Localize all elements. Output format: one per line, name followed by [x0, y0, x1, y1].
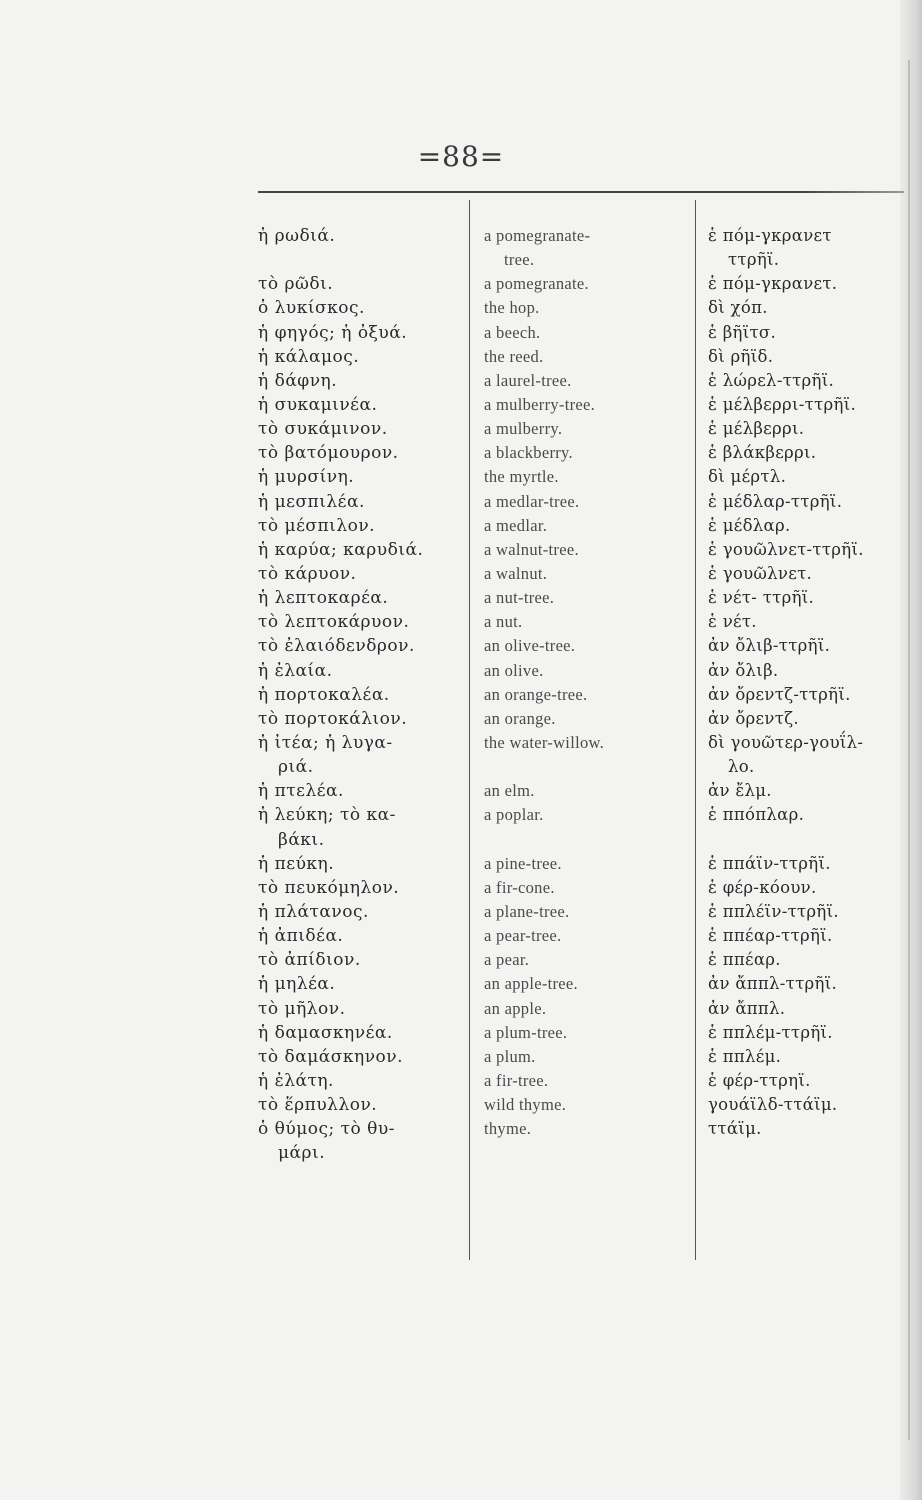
pronunciation-line: δὶ μέρτλ.	[708, 467, 787, 487]
column-divider-left	[469, 200, 470, 1260]
english-line: a medlar-tree.	[484, 491, 580, 511]
pronunciation-line: ἑ ππλέμ-ττρῆϊ.	[708, 1022, 833, 1042]
page-number: =88=	[417, 140, 505, 173]
english-line: the reed.	[484, 346, 544, 366]
english-line: a pomegranate.	[484, 274, 589, 294]
english-line: a mulberry.	[484, 419, 563, 439]
english-line: a blackberry.	[484, 443, 573, 463]
pronunciation-line: ἑ βῆϊτσ.	[708, 322, 777, 342]
pronunciation-line: δὶ ρῆϊδ.	[708, 346, 774, 366]
english-line: the myrtle.	[484, 467, 559, 487]
pronunciation-line: ἑ ππλέμ.	[708, 1046, 782, 1066]
greek-line: ἡ λεπτοκαρέα.	[258, 588, 389, 609]
pronunciation-line: ἀν ἄππλ.	[708, 998, 786, 1018]
greek-line: τὸ βατόμουρον.	[258, 443, 399, 464]
pronunciation-line: ἑ φέρ-κόουν.	[708, 877, 817, 897]
english-line: a walnut.	[484, 563, 548, 583]
greek-line: τὸ λεπτοκάρυον.	[258, 612, 410, 633]
pronunciation-line: ἑ νέτ- ττρῆϊ.	[708, 588, 815, 608]
greek-line: τὸ ἀπίδιον.	[258, 950, 361, 971]
english-line: a pear-tree.	[484, 926, 562, 946]
greek-line: ἡ μηλέα.	[258, 974, 336, 995]
pronunciation-line: ττρῆϊ.	[728, 250, 780, 270]
pronunciation-line: ἑ πόμ-γκρανετ.	[708, 274, 838, 294]
english-line: an orange.	[484, 708, 556, 728]
pronunciation-line	[708, 1141, 908, 1165]
pronunciation-line: ἑ φέρ-ττρηϊ.	[708, 1070, 811, 1090]
english-line: a nut-tree.	[484, 588, 555, 608]
greek-line: ἡ πτελέα.	[258, 781, 344, 802]
pronunciation-line: ἑ μέλβερρι-ττρῆϊ.	[708, 394, 857, 414]
english-line: a beech.	[484, 322, 541, 342]
greek-line	[258, 248, 463, 272]
english-line: a laurel-tree.	[484, 370, 572, 390]
greek-line: τὸ ρῶδι.	[258, 274, 334, 295]
english-line: an apple-tree.	[484, 974, 578, 994]
pronunciation-line: λο.	[728, 757, 755, 777]
header-rule	[258, 191, 904, 193]
greek-line: τὸ δαμάσκηνον.	[258, 1046, 404, 1067]
pronunciation-line: ἑ μέδλαρ.	[708, 515, 791, 535]
pronunciation-line: ἑ ππλέϊν-ττρῆϊ.	[708, 901, 839, 921]
english-line: a medlar.	[484, 515, 548, 535]
english-line: tree.	[504, 250, 535, 270]
greek-line: τὸ κάρυον.	[258, 563, 357, 584]
greek-line: ἡ ρωδιά.	[258, 226, 336, 246]
english-line: a plane-tree.	[484, 901, 570, 921]
english-line: the hop.	[484, 298, 540, 318]
pronunciation-line: ἀν ἔλμ.	[708, 781, 772, 801]
pronunciation-line: ἑ ππόπλαρ.	[708, 805, 805, 825]
english-line	[484, 828, 689, 852]
pronunciation-line: ττάϊμ.	[708, 1119, 762, 1139]
english-line: a pear.	[484, 950, 530, 970]
english-line: a pomegranate-	[484, 226, 591, 245]
greek-line: τὸ ἐλαιόδενδρον.	[258, 636, 415, 657]
greek-line: ἡ ἀπιδέα.	[258, 926, 344, 947]
greek-line: τὸ πορτοκάλιον.	[258, 708, 408, 729]
greek-line: ὁ λυκίσκος.	[258, 298, 365, 319]
pronunciation-line: ἑ ππέαρ.	[708, 950, 781, 970]
pronunciation-line	[708, 828, 908, 852]
pronunciation-line: ἀν ὄλιβ.	[708, 660, 779, 680]
greek-line: τὸ συκάμινον.	[258, 419, 388, 440]
greek-line: ἡ κάλαμος.	[258, 346, 360, 367]
greek-line: ἡ πορτοκαλέα.	[258, 684, 390, 705]
greek-line: ἡ συκαμινέα.	[258, 394, 378, 415]
greek-line: μάρι.	[278, 1143, 326, 1164]
pronunciation-line: ἑ βλάκβερρι.	[708, 443, 817, 463]
english-line: an orange-tree.	[484, 684, 588, 704]
greek-line: ἡ καρύα; καρυδιά.	[258, 539, 424, 560]
pronunciation-line: γουάϊλδ-ττάϊμ.	[708, 1095, 838, 1115]
english-column	[484, 224, 689, 1165]
english-line: wild thyme.	[484, 1095, 567, 1115]
pronunciation-line: ἑ πόμ-γκρανετ	[708, 226, 832, 245]
pronunciation-line: ἑ γουῶλνετ.	[708, 563, 813, 583]
pronunciation-line: ἑ μέδλαρ-ττρῆϊ.	[708, 491, 843, 511]
pronunciation-line: ἑ ππάϊν-ττρῆϊ.	[708, 853, 831, 873]
greek-line: ἡ ἐλαία.	[258, 660, 333, 681]
greek-line: ἡ πεύκη.	[258, 853, 335, 874]
english-line: a walnut-tree.	[484, 539, 579, 559]
greek-line: ἡ μυρσίνη.	[258, 467, 355, 488]
english-line: an elm.	[484, 781, 535, 801]
english-line: a fir-tree.	[484, 1070, 549, 1090]
greek-line: τὸ μέσπιλον.	[258, 515, 376, 536]
greek-line: ἡ φηγός; ἡ ὀξυά.	[258, 322, 408, 343]
pronunciation-line: ἑ λώρελ-ττρῆϊ.	[708, 370, 835, 390]
greek-line: ἡ δαμασκηνέα.	[258, 1022, 393, 1043]
pronunciation-line: ἑ ππέαρ-ττρῆϊ.	[708, 926, 833, 946]
column-divider-right	[695, 200, 696, 1260]
greek-line: ριά.	[278, 757, 314, 778]
pronunciation-line: ἀν ἄππλ-ττρῆϊ.	[708, 974, 838, 994]
greek-line: ἡ πλάτανος.	[258, 901, 369, 922]
greek-line: ἡ μεσπιλέα.	[258, 491, 365, 512]
english-line: thyme.	[484, 1119, 532, 1139]
greek-line: ἡ ἐλάτη.	[258, 1070, 334, 1091]
greek-line: ἡ δάφνη.	[258, 370, 338, 391]
pronunciation-line: δὶ χόπ.	[708, 298, 768, 318]
english-line: the water-willow.	[484, 732, 605, 752]
english-line: a poplar.	[484, 805, 544, 825]
pronunciation-line: ἑ μέλβερρι.	[708, 419, 805, 439]
greek-line: τὸ πευκόμηλον.	[258, 877, 400, 898]
pronunciation-line: δὶ γουῶτερ-γουΐλ-	[708, 732, 864, 752]
english-line	[484, 755, 689, 779]
greek-line: τὸ ἕρπυλλον.	[258, 1095, 378, 1116]
english-line: an olive.	[484, 660, 544, 680]
greek-line: βάκι.	[278, 829, 325, 850]
english-line	[484, 1141, 689, 1165]
greek-line: τὸ μῆλον.	[258, 998, 346, 1019]
pronunciation-line: ἀν ὄρεντζ-ττρῆϊ.	[708, 684, 851, 704]
english-line: an olive-tree.	[484, 636, 576, 656]
greek-line: ἡ ἰτέα; ἡ λυγα-	[258, 732, 393, 753]
pronunciation-line: ἑ νέτ.	[708, 612, 757, 632]
greek-line: ὁ θύμος; τὸ θυ-	[258, 1119, 396, 1140]
english-line: a mulberry-tree.	[484, 394, 596, 414]
english-line: an apple.	[484, 998, 547, 1018]
english-line: a fir-cone.	[484, 877, 555, 897]
english-line: a plum-tree.	[484, 1022, 568, 1042]
greek-column	[258, 224, 463, 1165]
english-line: a nut.	[484, 612, 523, 632]
pronunciation-column	[708, 224, 908, 1165]
pronunciation-line: ἀν ὄρεντζ.	[708, 708, 799, 728]
greek-line: ἡ λεύκη; τὸ κα-	[258, 805, 396, 826]
pronunciation-line: ἀν ὄλιβ-ττρῆϊ.	[708, 636, 831, 656]
english-line: a pine-tree.	[484, 853, 562, 873]
pronunciation-line: ἑ γουῶλνετ-ττρῆϊ.	[708, 539, 864, 559]
english-line: a plum.	[484, 1046, 536, 1066]
